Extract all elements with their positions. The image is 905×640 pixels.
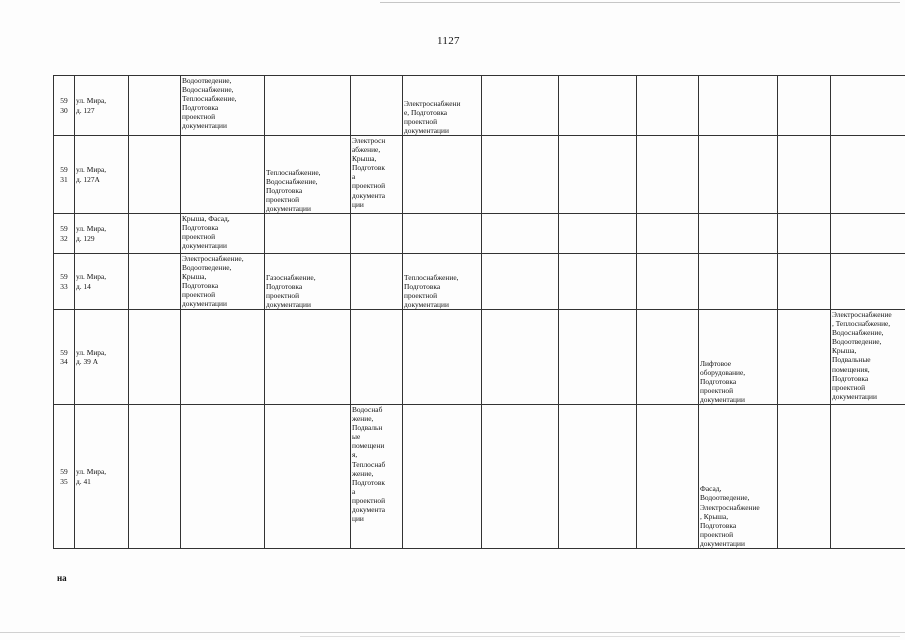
row-number: 59 33 (54, 254, 75, 310)
work-description-cell: Теплоснабжение, Водоснабжение, Подготовка проектной документации (265, 136, 351, 214)
empty-cell (482, 214, 559, 254)
empty-cell (351, 76, 403, 136)
empty-cell (559, 254, 637, 310)
empty-cell (351, 214, 403, 254)
empty-cell (778, 405, 831, 549)
work-description-cell: Электроснабжение, Водоотведение, Крыша, Подготовка проектной документации (181, 254, 265, 310)
empty-cell (637, 214, 699, 254)
empty-cell (637, 310, 699, 405)
empty-cell (778, 136, 831, 214)
empty-cell (831, 214, 905, 254)
table-row (54, 310, 905, 405)
empty-cell (482, 310, 559, 405)
empty-cell (559, 405, 637, 549)
empty-cell (265, 76, 351, 136)
empty-cell (351, 310, 403, 405)
table-row (54, 76, 905, 136)
work-description-cell: Лифтовое оборудование, Подготовка проектной документации (699, 310, 778, 405)
empty-cell (129, 310, 181, 405)
empty-cell (403, 136, 482, 214)
empty-cell (699, 136, 778, 214)
address-cell: ул. Мира, д. 127А (75, 136, 129, 214)
address-cell: ул. Мира, д. 39 А (75, 310, 129, 405)
empty-cell (265, 310, 351, 405)
empty-cell (699, 254, 778, 310)
row-number: 59 30 (54, 76, 75, 136)
repair-schedule-table (53, 75, 905, 549)
empty-cell (351, 254, 403, 310)
page-number: 1127 (437, 35, 460, 47)
empty-cell (129, 76, 181, 136)
empty-cell (559, 76, 637, 136)
empty-cell (559, 310, 637, 405)
row-number: 59 34 (54, 310, 75, 405)
work-description-cell: Электросн абжение, Крыша, Подготовк а проектной документа ции (351, 136, 403, 214)
empty-cell (265, 405, 351, 549)
table-row (54, 214, 905, 254)
empty-cell (559, 214, 637, 254)
empty-cell (482, 254, 559, 310)
empty-cell (129, 214, 181, 254)
empty-cell (181, 136, 265, 214)
empty-cell (265, 214, 351, 254)
work-description-cell: Электроснабжени е, Подготовка проектной документации (403, 76, 482, 136)
empty-cell (831, 405, 905, 549)
empty-cell (181, 310, 265, 405)
scan-artifact-bottom (0, 632, 905, 633)
empty-cell (831, 136, 905, 214)
address-cell: ул. Мира, д. 127 (75, 76, 129, 136)
empty-cell (637, 405, 699, 549)
empty-cell (482, 76, 559, 136)
empty-cell (482, 136, 559, 214)
empty-cell (129, 254, 181, 310)
empty-cell (699, 76, 778, 136)
row-number: 59 31 (54, 136, 75, 214)
row-number: 59 32 (54, 214, 75, 254)
table-row (54, 136, 905, 214)
address-cell: ул. Мира, д. 14 (75, 254, 129, 310)
scan-artifact-top (380, 2, 900, 3)
work-description-cell: Газоснабжение, Подготовка проектной документации (265, 254, 351, 310)
empty-cell (403, 310, 482, 405)
work-description-cell: Фасад, Водоотведение, Электроснабжение , Крыша, Подготовка проектной документации (699, 405, 778, 549)
empty-cell (778, 76, 831, 136)
empty-cell (778, 214, 831, 254)
footer-text: на (57, 573, 67, 583)
table-row (54, 405, 905, 549)
empty-cell (778, 254, 831, 310)
empty-cell (637, 76, 699, 136)
work-description-cell: Водоснаб жение, Подвальн ые помещени я, Теплоснаб жение, Подготовк а проектной документа ции (351, 405, 403, 549)
empty-cell (559, 136, 637, 214)
empty-cell (181, 405, 265, 549)
work-description-cell: Электроснабжение , Теплоснабжение, Водоснабжение, Водоотведение, Крыша, Подвальные помещения, Подготовка проектной документации (831, 310, 905, 405)
empty-cell (129, 136, 181, 214)
empty-cell (403, 214, 482, 254)
empty-cell (482, 405, 559, 549)
work-description-cell: Теплоснабжение, Подготовка проектной документации (403, 254, 482, 310)
address-cell: ул. Мира, д. 41 (75, 405, 129, 549)
empty-cell (129, 405, 181, 549)
empty-cell (778, 310, 831, 405)
row-number: 59 35 (54, 405, 75, 549)
empty-cell (831, 76, 905, 136)
empty-cell (831, 254, 905, 310)
work-description-cell: Водоотведение, Водоснабжение, Теплоснабжение, Подготовка проектной документации (181, 76, 265, 136)
empty-cell (699, 214, 778, 254)
scan-artifact-bottom-2 (300, 636, 900, 637)
empty-cell (637, 136, 699, 214)
table-row (54, 254, 905, 310)
empty-cell (403, 405, 482, 549)
address-cell: ул. Мира, д. 129 (75, 214, 129, 254)
empty-cell (637, 254, 699, 310)
work-description-cell: Крыша, Фасад, Подготовка проектной документации (181, 214, 265, 254)
